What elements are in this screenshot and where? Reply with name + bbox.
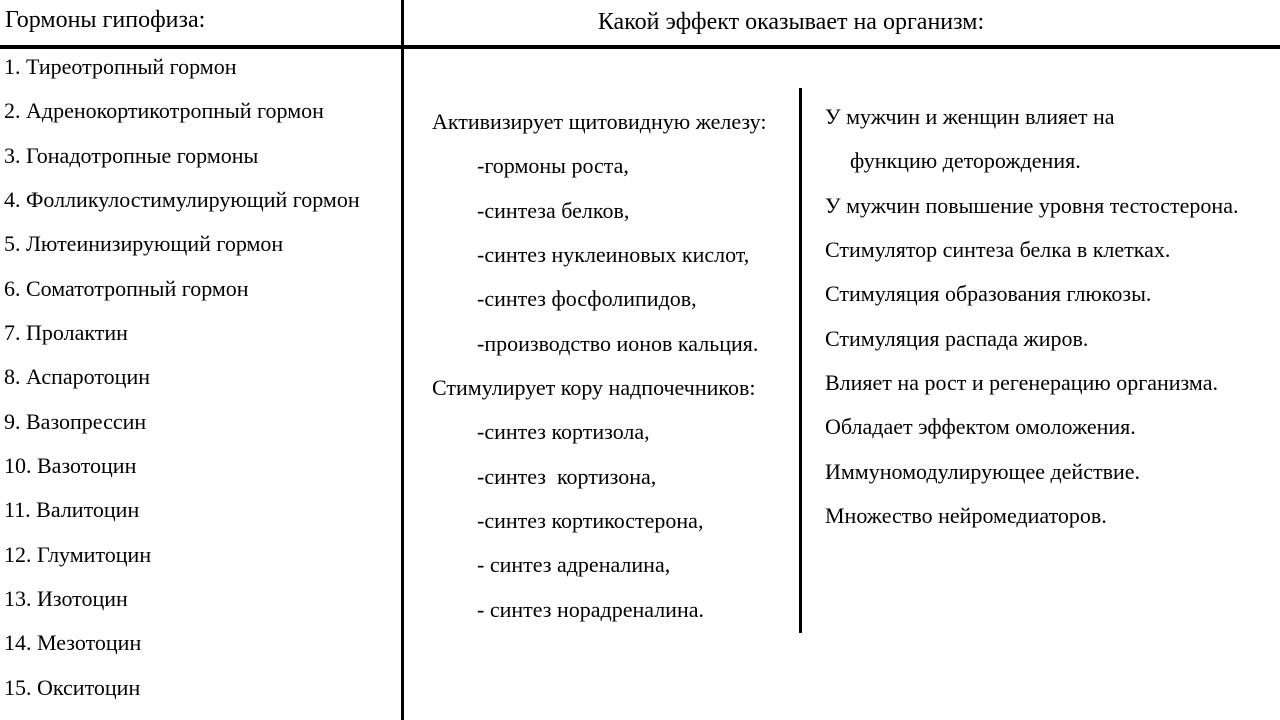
effects-sub-item: -синтез кортикостерона, [477,508,704,534]
effects-sub-item: -синтез кортизона, [477,463,657,489]
right-column-header: Какой эффект оказывает на организм: [597,9,985,35]
effects-sub-item: -синтеза белков, [477,197,630,223]
hormone-list-item: 13. Изотоцин [4,586,128,612]
effects-sub-item: - синтез адреналина, [477,552,671,578]
effects-list-right [825,95,1275,538]
hormone-list-item: 7. Пролактин [4,320,128,346]
hormone-list-item: 11. Валитоцин [4,497,140,523]
left-column-header: Гормоны гипофиза: [5,7,206,33]
hormone-list [4,45,399,710]
hormone-list-item: 1. Тиреотропный гормон [4,54,237,79]
effects-item: Стимуляция образования глюкозы. [825,281,1152,307]
effects-sub-item: -синтез кортизола, [477,419,650,445]
main-column-divider-line [401,0,404,720]
effects-item: Стимулятор синтеза белка в клетках. [825,237,1171,263]
hormone-list-item: 14. Мезотоцин [4,630,142,656]
effects-sub-item: - синтез норадреналина. [477,596,704,622]
effects-item: Множество нейромедиаторов. [825,503,1107,529]
hormone-list-item: 9. Вазопрессин [4,408,147,434]
hormone-list-item: 12. Глумитоцин [4,541,152,567]
hormone-list-item: 6. Соматотропный гормон [4,275,249,301]
effects-item: Стимуляция распада жиров. [825,325,1089,351]
effects-item-continuation: функцию деторождения. [850,148,1081,174]
effects-group-title: Стимулирует кору надпочечников: [432,375,756,401]
effects-group-title: Активизирует щитовидную железу: [432,109,767,134]
hormone-list-item: 3. Гонадотропные гормоны [4,142,259,168]
effects-sub-item: -синтез нуклеиновых кислот, [477,242,750,268]
effects-sub-item: -производство ионов кальция. [477,330,759,356]
effects-item: Обладает эффектом омоложения. [825,414,1136,440]
effects-item: У мужчин и женщин влияет на [825,104,1115,129]
effects-sub-item: -гормоны роста, [477,153,629,179]
effects-sub-item: -синтез фосфолипидов, [477,286,697,312]
hormone-list-item: 10. Вазотоцин [4,453,137,479]
effects-list-left [432,100,797,632]
effects-columns-divider-line [799,88,802,633]
hormone-list-item: 8. Аспаротоцин [4,364,150,390]
hormone-list-item: 15. Окситоцин [4,674,141,700]
effects-item: Иммуномодулирующее действие. [825,458,1141,484]
hormone-list-item: 4. Фолликулостимулирующий гормон [4,187,360,213]
effects-item: У мужчин повышение уровня тестостерона. [825,192,1239,218]
hormone-list-item: 5. Лютеинизирующий гормон [4,231,284,257]
effects-item: Влияет на рост и регенерацию организма. [825,370,1218,396]
hormone-list-item: 2. Адренокортикотропный гормон [4,98,324,124]
